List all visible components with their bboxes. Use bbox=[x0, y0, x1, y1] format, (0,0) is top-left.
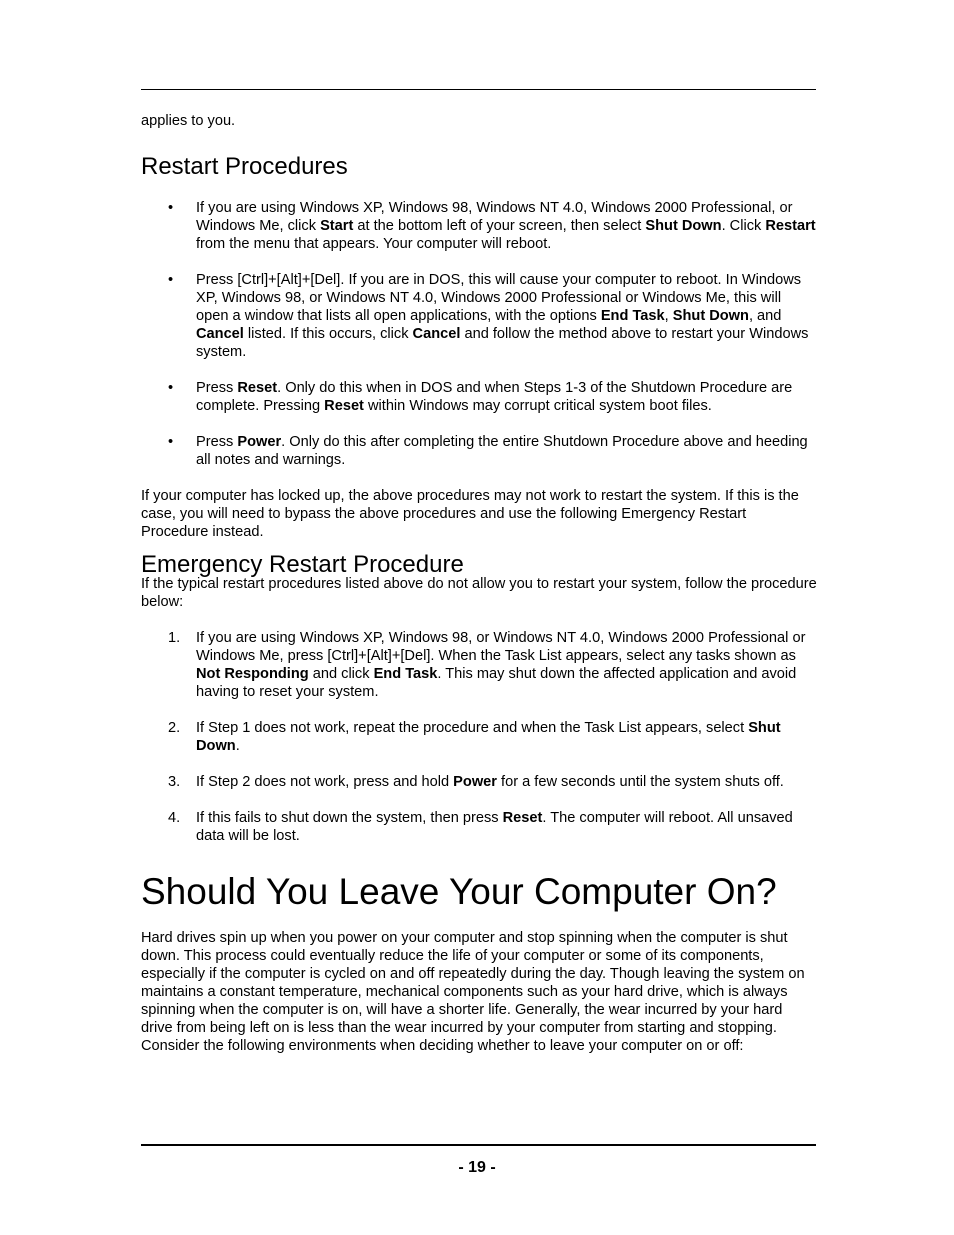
emergency-step bbox=[141, 773, 817, 791]
step-number: 2. bbox=[168, 720, 181, 736]
intro-tail: applies to you. bbox=[141, 113, 236, 129]
restart-item bbox=[141, 199, 817, 253]
restart-after: If your computer has locked up, the above procedures may not work to restart the system. If this is the case, you will need to bypass the above procedures and use the following Emergency Restart Procedure instead. bbox=[141, 488, 799, 540]
text-run: and click bbox=[308, 666, 374, 682]
bullet-icon: • bbox=[168, 380, 174, 396]
text-run: If Step 1 does not work, repeat the procedure and when the Task List appears, select bbox=[196, 720, 749, 736]
bold-term: Cancel bbox=[196, 326, 244, 342]
bold-term: Reset bbox=[502, 810, 543, 826]
page-content bbox=[141, 112, 817, 1055]
restart-item-text bbox=[196, 200, 816, 252]
bullet-icon: • bbox=[168, 200, 174, 216]
bold-term: End Task bbox=[373, 666, 438, 682]
bold-term: Cancel bbox=[412, 326, 461, 342]
bold-term: Power bbox=[453, 774, 497, 790]
header-rule bbox=[141, 89, 816, 90]
leave-on-heading: Should You Leave Your Computer On? bbox=[141, 871, 777, 912]
text-run: and follow the method above to restart your Windows system. bbox=[196, 326, 809, 360]
bold-term: Shut Down bbox=[196, 720, 781, 754]
text-run: within Windows may corrupt critical system boot files. bbox=[363, 398, 712, 414]
text-run: . Click bbox=[721, 218, 766, 234]
step-number: 3. bbox=[168, 774, 181, 790]
bold-term: Shut Down bbox=[645, 218, 722, 234]
emergency-step-text bbox=[196, 810, 793, 844]
restart-heading: Restart Procedures bbox=[141, 153, 348, 180]
text-run: listed. If this occurs, click bbox=[243, 326, 413, 342]
text-run: If this fails to shut down the system, then press bbox=[196, 810, 503, 826]
text-run: If Step 2 does not work, press and hold bbox=[196, 774, 454, 790]
step-number: 4. bbox=[168, 810, 181, 826]
bold-term: Shut Down bbox=[672, 308, 749, 324]
bold-term: Not Responding bbox=[196, 666, 309, 682]
restart-item-text bbox=[196, 434, 808, 468]
bold-term: End Task bbox=[600, 308, 665, 324]
emergency-step bbox=[141, 809, 817, 845]
bold-term: Power bbox=[237, 434, 282, 450]
restart-item bbox=[141, 271, 817, 361]
bold-term: Start bbox=[320, 218, 354, 234]
text-run: . The computer will reboot. All unsaved data will be lost. bbox=[196, 810, 793, 844]
restart-item bbox=[141, 433, 817, 469]
restart-item-text bbox=[196, 380, 792, 414]
emergency-step bbox=[141, 719, 817, 755]
text-run: . This may shut down the affected application and avoid having to reset your system. bbox=[196, 666, 797, 700]
text-run: If you are using Windows XP, Windows 98, or Windows NT 4.0, Windows 2000 Professional or Windows Me, press [Ctrl]+[Alt]+[Del]. When the Task List appears, select any tasks shown as bbox=[196, 630, 806, 664]
restart-list bbox=[141, 199, 817, 469]
text-run: , and bbox=[748, 308, 782, 324]
bold-term: Restart bbox=[765, 218, 816, 234]
text-run: Press [Ctrl]+[Alt]+[Del]. If you are in DOS, this will cause your computer to reboot. In Windows XP, Windows 98, or Windows NT 4.0, Windows 2000 Professional or Windows Me, this will open a window that lists all open applications, with the options bbox=[196, 272, 802, 324]
step-number: 1. bbox=[168, 630, 181, 646]
bold-term: Reset bbox=[324, 398, 364, 414]
text-run: If you are using Windows XP, Windows 98, Windows NT 4.0, Windows 2000 Professional, or Windows Me, click bbox=[196, 200, 793, 234]
bullet-icon: • bbox=[168, 434, 174, 450]
text-run: . Only do this after completing the entire Shutdown Procedure above and heeding all notes and warnings. bbox=[196, 434, 808, 468]
restart-item bbox=[141, 379, 817, 415]
emergency-intro: If the typical restart procedures listed above do not allow you to restart your system, follow the procedure below: bbox=[141, 576, 817, 610]
restart-item-text bbox=[196, 272, 808, 360]
emergency-step bbox=[141, 629, 817, 701]
emergency-step-text bbox=[196, 720, 781, 754]
emergency-list bbox=[141, 629, 817, 845]
text-run: , bbox=[664, 308, 673, 324]
leave-on-body: Hard drives spin up when you power on your computer and stop spinning when the computer is shut down. This process could eventually reduce the life of your computer or some of its components, especially if the computer is cycled on and off repeatedly during the day. Though leaving the system on maintains a constant temperature, mechanical components such as your hard drive, which is always spinning when the computer is on, will have a shorter life. Generally, the wear incurred by your hard drive from being left on is less than the wear incurred by your computer from starting and stopping. Consider the following environments when deciding whether to leave your computer on or off: bbox=[141, 930, 805, 1054]
text-run: for a few seconds until the system shuts off. bbox=[496, 774, 784, 790]
text-run: Press bbox=[196, 434, 238, 450]
bullet-icon: • bbox=[168, 272, 174, 288]
text-run: . bbox=[235, 738, 240, 754]
footer-rule bbox=[141, 1144, 816, 1146]
emergency-step-text bbox=[196, 774, 784, 790]
text-run: Press bbox=[196, 380, 238, 396]
text-run: . Only do this when in DOS and when Steps 1-3 of the Shutdown Procedure are complete. Pressing bbox=[196, 380, 793, 414]
page-number: - 19 - bbox=[458, 1159, 496, 1176]
emergency-step-text bbox=[196, 630, 805, 700]
bold-term: Reset bbox=[237, 380, 278, 396]
emergency-heading: Emergency Restart Procedure bbox=[141, 551, 464, 578]
text-run: from the menu that appears. Your computer will reboot. bbox=[196, 236, 552, 252]
text-run: at the bottom left of your screen, then select bbox=[353, 218, 646, 234]
